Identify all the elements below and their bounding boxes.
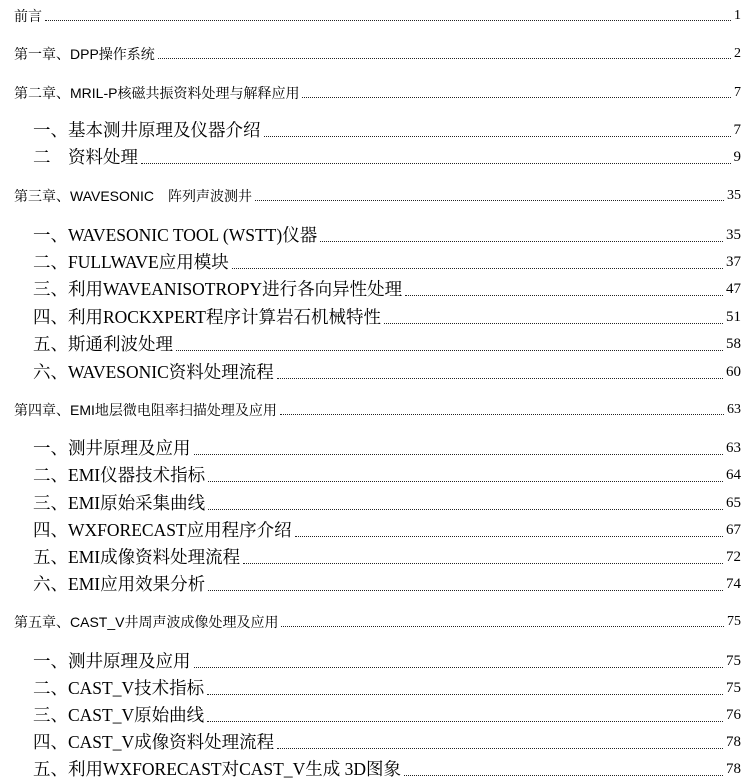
dot-leader bbox=[281, 626, 724, 627]
toc-entry[interactable] bbox=[0, 730, 752, 754]
toc-entry-title: 三、利用WAVEANISOTROPY进行各向异性处理 bbox=[33, 279, 403, 299]
toc-entry-page: 7 bbox=[734, 85, 741, 100]
dot-leader bbox=[158, 58, 731, 59]
toc-entry-title: 第五章、CAST_V井周声波成像处理及应用 bbox=[14, 614, 279, 630]
toc-entry[interactable] bbox=[0, 436, 752, 460]
toc-entry-title: 第二章、MRIL-P核磁共振资料处理与解释应用 bbox=[14, 85, 300, 101]
toc-entry-title: 一、基本测井原理及仪器介绍 bbox=[33, 120, 261, 140]
toc-entry-title: 四、利用ROCKXPERT程序计算岩石机械特性 bbox=[33, 307, 381, 327]
toc-entry[interactable] bbox=[0, 277, 752, 301]
toc-entry-title: 五、EMI成像资料处理流程 bbox=[33, 547, 241, 567]
toc-entry-title: 二、CAST_V技术指标 bbox=[33, 678, 205, 698]
toc-entry[interactable] bbox=[0, 463, 752, 487]
dot-leader bbox=[243, 563, 723, 564]
toc-entry-title: 一、测井原理及应用 bbox=[33, 651, 191, 671]
toc-entry[interactable] bbox=[0, 332, 752, 356]
toc-entry[interactable] bbox=[0, 223, 752, 247]
toc-entry-page: 65 bbox=[726, 495, 741, 511]
toc-entry[interactable] bbox=[0, 649, 752, 673]
toc-entry[interactable] bbox=[0, 676, 752, 700]
toc-entry-page: 9 bbox=[733, 149, 741, 165]
toc-entry-title: 五、斯通利波处理 bbox=[33, 334, 173, 354]
toc-entry-title: 六、WAVESONIC资料处理流程 bbox=[33, 362, 274, 382]
dot-leader bbox=[208, 481, 723, 482]
toc-entry[interactable] bbox=[0, 118, 752, 142]
dot-leader bbox=[207, 694, 723, 695]
toc-entry-page: 75 bbox=[727, 614, 741, 629]
toc-entry-page: 75 bbox=[726, 653, 741, 669]
toc-entry-title: 三、EMI原始采集曲线 bbox=[33, 493, 206, 513]
toc-entry-title: 一、WAVESONIC TOOL (WSTT)仪器 bbox=[33, 225, 318, 245]
toc-entry[interactable] bbox=[0, 572, 752, 596]
toc-entry[interactable] bbox=[0, 612, 752, 632]
toc-entry[interactable] bbox=[0, 545, 752, 569]
toc-entry-title: 第一章、DPP操作系统 bbox=[14, 46, 155, 62]
toc-entry-title: 二、FULLWAVE应用模块 bbox=[33, 252, 229, 272]
toc-entry-title: 前言 bbox=[14, 8, 42, 24]
toc-entry-title: 二、EMI仪器技术指标 bbox=[33, 465, 206, 485]
toc-entry[interactable] bbox=[0, 305, 752, 329]
dot-leader bbox=[194, 667, 724, 668]
dot-leader bbox=[45, 20, 731, 21]
dot-leader bbox=[295, 536, 723, 537]
toc-entry-title: 四、CAST_V成像资料处理流程 bbox=[33, 732, 275, 752]
dot-leader bbox=[277, 378, 723, 379]
toc-entry[interactable] bbox=[0, 400, 752, 420]
toc-entry-title: 第四章、EMI地层微电阻率扫描处理及应用 bbox=[14, 402, 277, 418]
toc-entry-page: 63 bbox=[727, 402, 741, 417]
toc-entry-page: 1 bbox=[734, 8, 741, 23]
toc-entry-page: 60 bbox=[726, 364, 741, 380]
toc-entry-page: 63 bbox=[726, 440, 741, 456]
dot-leader bbox=[176, 350, 723, 351]
toc-entry-page: 76 bbox=[726, 707, 741, 723]
toc-entry-page: 7 bbox=[733, 122, 741, 138]
toc-entry[interactable] bbox=[0, 44, 752, 64]
toc-entry-page: 72 bbox=[726, 549, 741, 565]
dot-leader bbox=[194, 454, 724, 455]
toc-entry[interactable] bbox=[0, 6, 752, 26]
dot-leader bbox=[264, 136, 731, 137]
toc-entry-page: 74 bbox=[726, 576, 741, 592]
toc-entry[interactable] bbox=[0, 757, 752, 781]
dot-leader bbox=[302, 97, 731, 98]
toc-entry-page: 47 bbox=[726, 281, 741, 297]
dot-leader bbox=[208, 509, 723, 510]
dot-leader bbox=[277, 748, 723, 749]
toc-entry[interactable] bbox=[0, 250, 752, 274]
toc-entry[interactable] bbox=[0, 83, 752, 103]
toc-entry-page: 35 bbox=[727, 188, 741, 203]
toc-entry-title: 二 资料处理 bbox=[33, 147, 138, 167]
dot-leader bbox=[232, 268, 723, 269]
toc-entry-page: 35 bbox=[726, 227, 741, 243]
toc-entry-title: 五、利用WXFORECAST对CAST_V生成 3D图象 bbox=[33, 759, 402, 779]
toc-entry-page: 58 bbox=[726, 336, 741, 352]
toc-entry[interactable] bbox=[0, 703, 752, 727]
toc-entry-page: 75 bbox=[726, 680, 741, 696]
toc-entry-title: 四、WXFORECAST应用程序介绍 bbox=[33, 520, 292, 540]
toc-entry-page: 2 bbox=[734, 46, 741, 61]
toc-entry-title: 第三章、WAVESONIC 阵列声波测井 bbox=[14, 188, 253, 204]
toc-entry-page: 67 bbox=[726, 522, 741, 538]
toc-entry[interactable] bbox=[0, 518, 752, 542]
toc-entry[interactable] bbox=[0, 186, 752, 206]
toc-entry-page: 78 bbox=[726, 761, 741, 777]
toc-entry[interactable] bbox=[0, 145, 752, 169]
toc-entry-title: 六、EMI应用效果分析 bbox=[33, 574, 206, 594]
toc-entry-page: 64 bbox=[726, 467, 741, 483]
dot-leader bbox=[384, 323, 723, 324]
dot-leader bbox=[404, 775, 723, 776]
toc-entry-page: 51 bbox=[726, 309, 741, 325]
dot-leader bbox=[405, 295, 723, 296]
toc-entry[interactable] bbox=[0, 360, 752, 384]
toc-entry-page: 78 bbox=[726, 734, 741, 750]
toc-entry-title: 一、测井原理及应用 bbox=[33, 438, 191, 458]
dot-leader bbox=[255, 200, 724, 201]
dot-leader bbox=[141, 163, 731, 164]
dot-leader bbox=[207, 721, 723, 722]
dot-leader bbox=[320, 241, 723, 242]
dot-leader bbox=[280, 414, 724, 415]
dot-leader bbox=[208, 590, 723, 591]
toc-entry[interactable] bbox=[0, 491, 752, 515]
toc-entry-title: 三、CAST_V原始曲线 bbox=[33, 705, 205, 725]
toc-entry-page: 37 bbox=[726, 254, 741, 270]
